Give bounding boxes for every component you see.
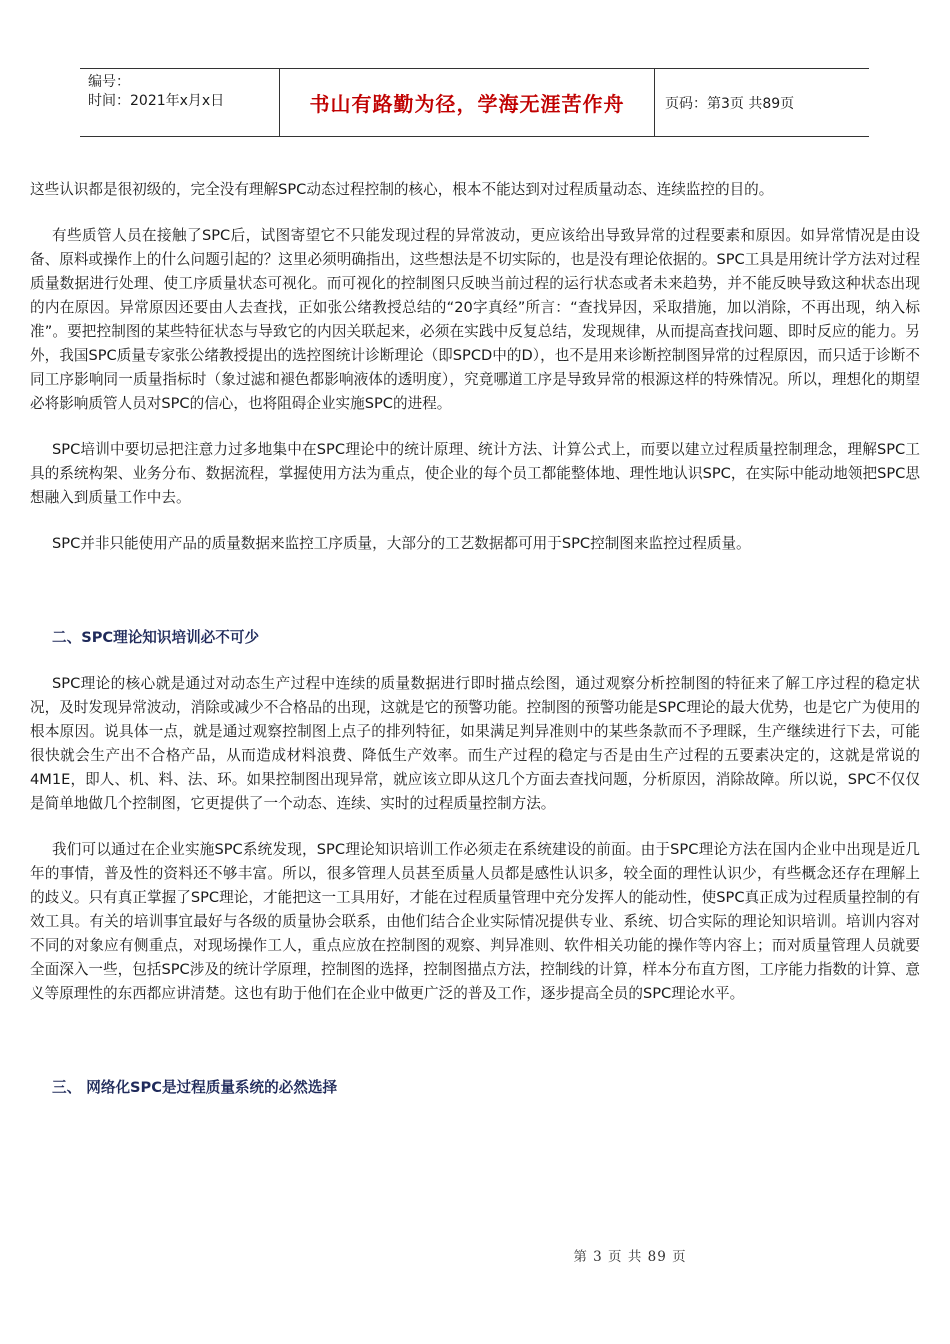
paragraph: SPC理论的核心就是通过对动态生产过程中连续的质量数据进行即时描点绘图，通过观察分析控制图的特征来了解工序过程的稳定状况，及时发现异常波动，消除或减少不合格品的出现，这就是它的预警功能。控制图的预警功能是SPC理论的最大优势，也是它广为使用的根本原因。说具体一点，就是通过观察控制图上点子的排列特征，如果满足判异准则中的某些条款而不予理睬，生产继续进行下去，可能很快就会生产出不合格产品，从而造成材料浪费、降低生产效率。而生产过程的稳定与否是由生产过程的五要素决定的，这就是常说的4M1E，即人、机、料、法、环。如果控制图出现异常，就应该立即从这几个方面去查找问题，分析原因，消除故障。所以说，SPC不仅仅是简单地做几个控制图，它更提供了一个动态、连续、实时的过程质量控制方法。 <box>30 675 920 812</box>
header-page-number: 页码：第3页 共89页 <box>665 95 795 112</box>
paragraph: SPC培训中要切忌把注意力过多地集中在SPC理论中的统计原理、统计方法、计算公式上，而要以建立过程质量控制理念，理解SPC工具的系统构架、业务分布、数据流程，掌握使用方法为重点，使企业的每个员工都能整体地、理性地认识SPC，在实际中能动地领把SPC思想融入到质量工作中去。 <box>30 441 920 506</box>
paragraph: SPC并非只能使用产品的质量数据来监控工序质量，大部分的工艺数据都可用于SPC控制图来监控过程质量。 <box>52 535 751 552</box>
header-motto: 书山有路勤为径，学海无涯苦作舟 <box>280 69 655 136</box>
doc-date-label: 时间：2021年x月x日 <box>88 93 225 109</box>
header-meta <box>80 69 280 136</box>
paragraph: 这些认识都是很初级的，完全没有理解SPC动态过程控制的核心，根本不能达到对过程质量动态、连续监控的目的。 <box>30 181 774 198</box>
paragraph: 我们可以通过在企业实施SPC系统发现，SPC理论知识培训工作必须走在系统建设的前面。由于SPC理论方法在国内企业中出现是近几年的事情，普及性的资料还不够丰富。所以，很多管理人员甚至质量人员都是感性认识多，较全面的理性认识少，有些概念还存在理解上的歧义。只有真正掌握了SPC理论，才能把这一工具用好，才能在过程质量管理中充分发挥人的能动性，使SPC真正成为过程质量控制的有效工具。有关的培训事宜最好与各级的质量协会联系，由他们结合企业实际情况提供专业、系统、切合实际的理论知识培训。培训内容对不同的对象应有侧重点，对现场操作工人，重点应放在控制图的观察、判异准则、软件相关功能的操作等内容上；而对质量管理人员就要全面深入一些，包括SPC涉及的统计学原理，控制图的选择，控制图描点方法，控制线的计算，样本分布直方图，工序能力指数的计算、意义等原理性的东西都应讲清楚。这也有助于他们在企业中做更广泛的普及工作，逐步提高全员的SPC理论水平。 <box>30 841 920 1002</box>
document-body <box>30 178 920 1100</box>
page-header <box>80 68 869 137</box>
section-heading: 二、SPC理论知识培训必不可少 <box>52 629 260 646</box>
section-heading: 三、 网络化SPC是过程质量系统的必然选择 <box>52 1079 338 1096</box>
paragraph: 有些质管人员在接触了SPC后，试图寄望它不只能发现过程的异常波动，更应该给出导致异常的过程要素和原因。如异常情况是由设备、原料或操作上的什么问题引起的？这里必须明确指出，这些想法是不切实际的，也是没有理论依据的。SPC工具是用统计学方法对过程质量数据进行处理、使工序质量状态可视化。而可视化的控制图只反映当前过程的运行状态或者未来趋势，并不能反映导致这种状态出现的内在原因。异常原因还要由人去查找，正如张公绪教授总结的“20字真经”所言：“查找异因，采取措施，加以消除，不再出现，纳入标准”。要把控制图的某些特征状态与导致它的内因关联起来，必须在实践中反复总结，发现规律，从而提高查找问题、即时反应的能力。另外，我国SPC质量专家张公绪教授提出的选控图统计诊断理论（即SPCD中的D），也不是用来诊断控制图异常的过程原因，而只适于诊断不同工序影响同一质量指标时（象过滤和褪色都影响液体的透明度），究竟哪道工序是导致异常的根源这样的特殊情况。所以，理想化的期望必将影响质管人员对SPC的信心，也将阻碍企业实施SPC的进程。 <box>30 227 920 412</box>
doc-number-label: 编号： <box>88 74 130 90</box>
page-footer: 第 3 页 共 89 页 <box>573 1249 687 1265</box>
